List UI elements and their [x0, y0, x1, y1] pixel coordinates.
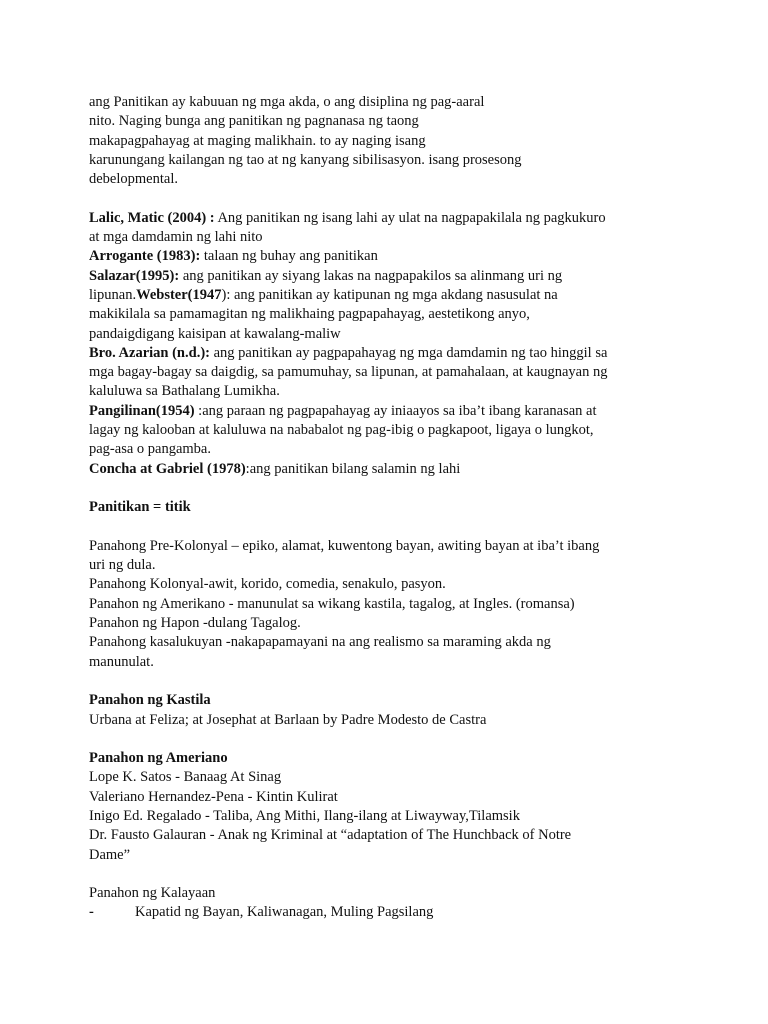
definition-salazar	[89, 267, 689, 286]
definition-text: :ang panitikan bilang salamin ng lahi	[245, 460, 461, 477]
bullet-text: Kapatid ng Bayan, Kaliwanagan, Muling Pagsilang	[135, 904, 434, 921]
definition-text: makikilala sa pamamagitan ng malikhaing pagpapahayag, aestetikong anyo,	[89, 306, 530, 323]
intro-line: debelopmental.	[89, 171, 178, 188]
intro-line: nito. Naging bunga ang panitikan ng pagnanasa ng taong	[89, 113, 419, 130]
ameriano-line: Inigo Ed. Regalado - Taliba, Ang Mithi, Ilang-ilang at Liwayway,Tilamsik	[89, 807, 520, 824]
definition-text: ): ang panitikan ay katipunan ng mga akdang nasusulat na	[221, 286, 558, 303]
definition-text: Ang panitikan ng isang lahi ay ulat na nagpapakilala ng pagkukuro	[214, 209, 606, 226]
intro-line: ang Panitikan ay kabuuan ng mga akda, o ang disiplina ng pag-aaral	[89, 94, 485, 110]
definition-pangilinan	[89, 402, 689, 421]
period-line: Panahong Pre-Kolonyal – epiko, alamat, kuwentong bayan, awiting bayan at iba’t ibang	[89, 537, 600, 554]
period-line: uri ng dula.	[89, 557, 156, 574]
definition-text: lipunan.	[89, 286, 137, 303]
definition-text: ang panitikan ay pagpapahayag ng mga damdamin ng tao hinggil sa	[209, 344, 608, 361]
definition-text: pag-asa o pangamba.	[89, 441, 211, 458]
definition-azarian	[89, 344, 689, 363]
kastila-line: Urbana at Feliza; at Josephat at Barlaan by Padre Modesto de Castra	[89, 711, 487, 728]
author-name: Bro. Azarian (n.d.):	[89, 344, 210, 361]
author-name: Lalic, Matic (2004) :	[89, 209, 215, 226]
author-name: Concha at Gabriel (1978)	[89, 460, 246, 477]
definition-text: :ang paraan ng pagpapahayag ay iniaayos sa iba’t ibang karanasan at	[194, 402, 597, 419]
period-line: manunulat.	[89, 653, 154, 670]
definition-arrogante	[89, 247, 689, 266]
definition-concha	[89, 460, 689, 479]
spacer	[89, 730, 689, 749]
intro-line: makapagpahayag at maging malikhain. to ay naging isang	[89, 132, 426, 149]
definition-text: pandaigdigang kaisipan at kawalang-maliw	[89, 325, 341, 342]
definition-text: kaluluwa sa Bathalang Lumikha.	[89, 383, 280, 400]
spacer	[89, 479, 689, 498]
spacer	[89, 518, 689, 537]
ameriano-line: Lope K. Satos - Banaag At Sinag	[89, 769, 282, 786]
definition-text: ang panitikan ay siyang lakas na nagpapakilos sa alinmang uri ng	[179, 267, 563, 284]
definition-text: lagay ng kalooban at kaluluwa na nababalot ng pag-ibig o pagkapoot, ligaya o lungkot,	[89, 422, 594, 439]
ameriano-line: Dr. Fausto Galauran - Anak ng Kriminal at “adaptation of The Hunchback of Notre	[89, 827, 572, 844]
document-body	[89, 93, 689, 923]
definition-text: talaan ng buhay ang panitikan	[200, 248, 378, 265]
definition-webster	[89, 286, 689, 305]
ameriano-heading: Panahon ng Ameriano	[89, 750, 228, 767]
author-name: Webster(1947	[136, 286, 222, 303]
spacer	[89, 189, 689, 208]
period-line: Panahon ng Hapon -dulang Tagalog.	[89, 615, 301, 632]
bullet-dash: -	[89, 904, 94, 921]
panitikan-titik-heading: Panitikan = titik	[89, 499, 191, 516]
intro-line: karunungang kailangan ng tao at ng kanyang sibilisasyon. isang prosesong	[89, 151, 522, 168]
spacer	[89, 672, 689, 691]
author-name: Salazar(1995):	[89, 267, 180, 284]
spacer	[89, 865, 689, 884]
period-line: Panahon ng Amerikano - manunulat sa wikang kastila, tagalog, at Ingles. (romansa)	[89, 595, 575, 612]
period-line: Panahong Kolonyal-awit, korido, comedia, senakulo, pasyon.	[89, 576, 446, 593]
ameriano-line: Dame”	[89, 846, 131, 863]
kastila-heading: Panahon ng Kastila	[89, 692, 211, 709]
kalayaan-heading: Panahon ng Kalayaan	[89, 885, 216, 902]
period-line: Panahong kasalukuyan -nakapapamayani na ang realismo sa maraming akda ng	[89, 634, 551, 651]
definition-lalic	[89, 209, 689, 228]
definition-text: at mga damdamin ng lahi nito	[89, 229, 263, 246]
author-name: Arrogante (1983):	[89, 248, 201, 265]
author-name: Pangilinan(1954)	[89, 402, 195, 419]
ameriano-line: Valeriano Hernandez-Pena - Kintin Kulirat	[89, 788, 338, 805]
kalayaan-bullet-item	[89, 903, 689, 922]
definition-text: mga bagay-bagay sa daigdig, sa pamumuhay, sa lipunan, at pamahalaan, at kaugnayan ng	[89, 364, 608, 381]
